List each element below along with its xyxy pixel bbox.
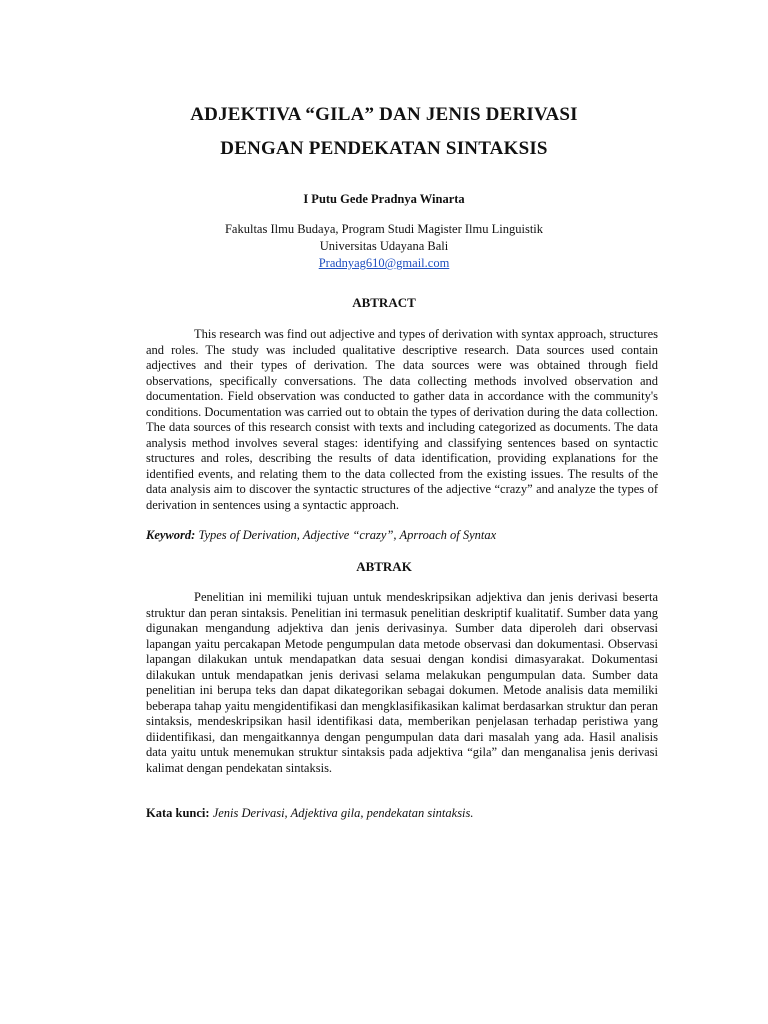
- keywords-label-id: Kata kunci:: [146, 806, 210, 820]
- affiliation-faculty: Fakultas Ilmu Budaya, Program Studi Magister Ilmu Linguistik: [224, 222, 544, 236]
- author-name: I Putu Gede Pradnya Winarta: [303, 192, 465, 206]
- abstract-heading-en: ABTRACT: [352, 295, 416, 310]
- abstract-text-en: This research was find out adjective and types of derivation with syntax approach, structures and roles. The study was included qualitative descriptive research. Data sources used contain adjectives and their types of derivation. The data sources were was obtained through field observations, specifically conversations. The data collecting methods involved observation and documentation. Field observation was conducted to gather data in accordance with the community's conditions. Documentation was carried out to obtain the types of derivation during the data collection. The data sources of this research consist with texts and including categorized as documents. The data analysis method involves several stages: identifying and classifying sentences based on syntactic structures and roles, describing the results of data identification, providing explanations for the identified events, and relating them to the data collected from the existing issues. The results of the data analysis aim to discover the syntactic structures of the adjective “crazy” and analyze the types of derivation in sentences using a syntactic approach.: [146, 327, 658, 513]
- keywords-label-en: Keyword:: [146, 528, 196, 542]
- affiliation-university: Universitas Udayana Bali: [319, 239, 449, 253]
- email-link[interactable]: Pradnyag610@gmail.com: [318, 256, 450, 270]
- keywords-id: [146, 806, 658, 822]
- keywords-value-en: Types of Derivation, Adjective “crazy”, Aprroach of Syntax: [195, 528, 497, 542]
- abstract-text-id: Penelitian ini memiliki tujuan untuk mendeskripsikan adjektiva dan jenis derivasi beserta struktur dan peran sintaksis. Penelitian ini termasuk penelitian deskriptif kualitatif. Sumber data yang digunakan mengandung adjektiva dan jenis derivasinya. Sumber data diperoleh dari observasi lapangan yaitu percakapan Metode pengumpulan data metode observasi dan dokumentasi. Observasi lapangan dilakukan untuk mendapatkan data sesuai dengan kondisi dimasyarakat. Dokumentasi dilakukan untuk mendapatkan jenis derivasi selama melakukan pengumpulan data. Sumber data penelitian ini berupa teks dan dapat dikategorikan sebagai dokumen. Metode analisis data memiliki beberapa tahap yaitu mengidentifikasi dan mengklasifikasikan kalimat berdasarkan struktur dan peran sintaksis, mendeskripsikan hasil identifikasi data, memberikan penjelasan terhadap peristiwa yang diidentifikasi, dan mengaitkannya dengan pengumpulan data dari masalah yang ada. Hasil analisis data yaitu untuk menemukan struktur sintaksis pada adjektiva “gila” dan menganalisa jenis derivasi kalimat dengan pendekatan sintaksis.: [146, 590, 658, 776]
- keywords-value-id: Jenis Derivasi, Adjektiva gila, pendekatan sintaksis.: [209, 806, 474, 820]
- author-email: [0, 256, 768, 271]
- abstract-heading-id: ABTRAK: [356, 559, 412, 574]
- paper-title-line-2: DENGAN PENDEKATAN SINTAKSIS: [220, 138, 548, 159]
- paper-title-line-1: ADJEKTIVA “GILA” DAN JENIS DERIVASI: [190, 104, 578, 125]
- keywords-en: [146, 528, 658, 544]
